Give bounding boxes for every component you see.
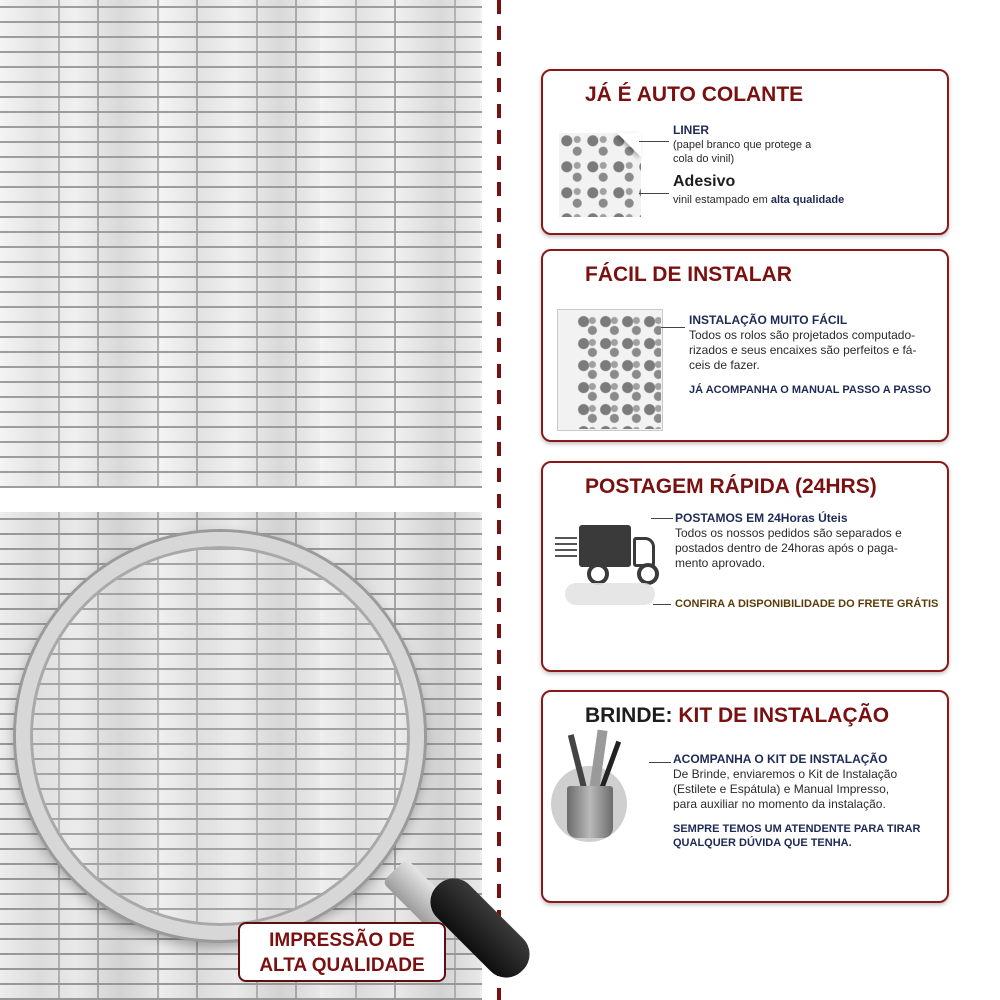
cloud-shape bbox=[565, 583, 655, 605]
dashed-divider bbox=[497, 0, 501, 1000]
install-line-3: ceis de fazer. bbox=[689, 358, 760, 372]
card-auto-colante bbox=[541, 69, 949, 235]
adesivo-desc bbox=[673, 193, 844, 208]
stone-wall-texture-top bbox=[0, 0, 482, 488]
wallpaper-roll-icon bbox=[557, 309, 661, 429]
adesivo-label: Adesivo bbox=[673, 173, 736, 190]
card-postagem-rapida bbox=[541, 461, 949, 672]
postagem-pointer bbox=[651, 518, 673, 519]
truck-body bbox=[579, 525, 631, 567]
adesivo-desc-text: vinil estampado em bbox=[673, 194, 771, 206]
liner-desc-1: (papel branco que protege a bbox=[673, 139, 812, 151]
cup bbox=[567, 786, 613, 838]
card-title: FÁCIL DE INSTALAR bbox=[585, 263, 792, 286]
kit-line-1: De Brinde, enviaremos o Kit de Instalação bbox=[673, 767, 898, 781]
kit-line-2: (Estilete e Espátula) e Manual Impresso, bbox=[673, 782, 890, 796]
truck-wheel-rear bbox=[587, 563, 609, 585]
kit-note-1: SEMPRE TEMOS UM ATENDENTE PARA TIRAR bbox=[673, 823, 921, 835]
card-title: POSTAGEM RÁPIDA (24HRS) bbox=[585, 475, 877, 498]
title-red: KIT DE INSTALAÇÃO bbox=[678, 704, 890, 727]
peel-corner bbox=[617, 133, 641, 157]
install-line-2: rizados e seus encaixes são perfeitos e fá- bbox=[689, 343, 917, 357]
install-line-1: Todos os rolos são projetados computado- bbox=[689, 328, 916, 342]
install-note: JÁ ACOMPANHA O MANUAL PASSO A PASSO bbox=[689, 384, 932, 396]
frete-note: CONFIRA A DISPONIBILIDADE DO FRETE GRÁTIS bbox=[675, 598, 939, 610]
postagem-line-2: postados dentro de 24horas após o paga- bbox=[675, 541, 898, 555]
adesivo-desc-bold: alta qualidade bbox=[770, 194, 845, 206]
liner-pointer bbox=[639, 141, 669, 142]
tools-cup-icon bbox=[549, 730, 649, 848]
postagem-heading: POSTAMOS EM 24Horas Úteis bbox=[675, 511, 848, 525]
card-title bbox=[585, 704, 889, 728]
liner-desc-2: cola do vinil) bbox=[673, 153, 735, 165]
magnifier-lens bbox=[16, 532, 424, 940]
quality-badge bbox=[238, 922, 446, 982]
kit-heading: ACOMPANHA O KIT DE INSTALAÇÃO bbox=[673, 752, 888, 766]
postagem-line-3: mento aprovado. bbox=[675, 556, 766, 570]
card-facil-instalar bbox=[541, 249, 949, 442]
truck-wheel-front bbox=[637, 563, 659, 585]
postagem-line-1: Todos os nossos pedidos são separados e bbox=[675, 526, 902, 540]
frete-pointer bbox=[653, 604, 671, 605]
badge-line-1: IMPRESSÃO DE bbox=[269, 930, 415, 951]
kit-note-2: QUALQUER DÚVIDA QUE TENHA. bbox=[673, 837, 852, 849]
wallpaper-panel bbox=[577, 315, 661, 429]
speed-lines bbox=[555, 537, 577, 559]
install-heading: INSTALAÇÃO MUITO FÁCIL bbox=[689, 313, 848, 327]
card-title: JÁ É AUTO COLANTE bbox=[585, 83, 804, 106]
kit-line-3: para auxiliar no momento da instalação. bbox=[673, 797, 886, 811]
card-brinde-kit bbox=[541, 690, 949, 903]
liner-label: LINER bbox=[673, 123, 709, 137]
adesivo-pointer bbox=[639, 193, 669, 194]
install-pointer bbox=[661, 327, 685, 328]
kit-pointer bbox=[649, 762, 671, 763]
badge-line-2: ALTA QUALIDADE bbox=[259, 955, 425, 976]
truck-icon bbox=[555, 519, 667, 589]
title-dark: BRINDE: bbox=[585, 704, 679, 727]
